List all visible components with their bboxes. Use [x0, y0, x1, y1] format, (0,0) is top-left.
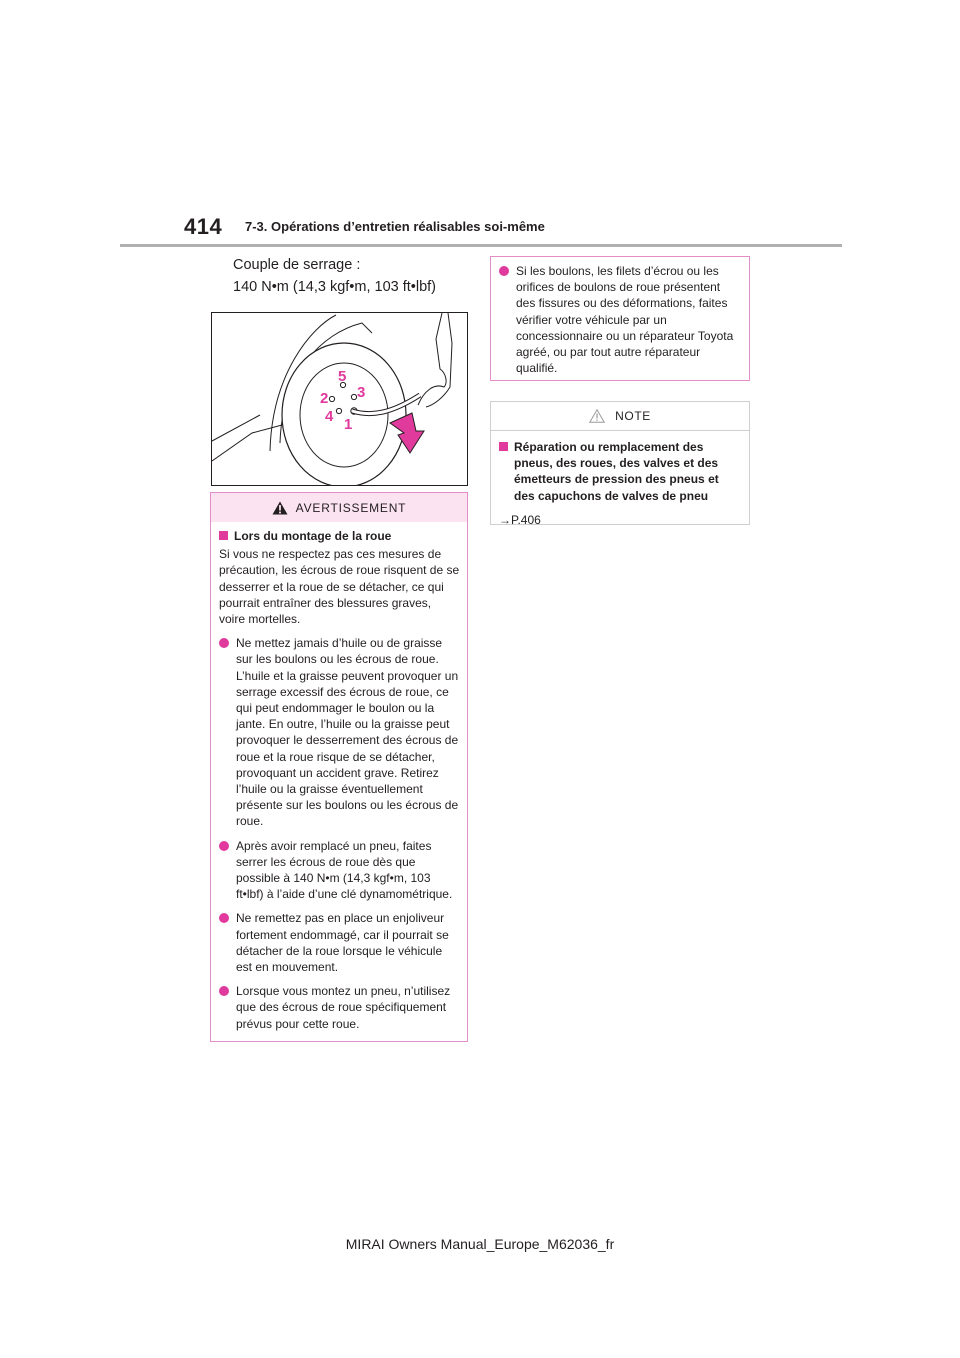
section-title: 7-3. Opérations d’entretien réalisables soi-même [245, 219, 545, 234]
footer-text: MIRAI Owners Manual_Europe_M62036_fr [345, 1236, 615, 1252]
warning-bullet [499, 263, 742, 376]
nut-number-5: 5 [338, 368, 347, 385]
note-page-reference[interactable]: →P.406 [499, 512, 541, 527]
note-title: NOTE [615, 409, 651, 423]
warning-bullet [219, 635, 460, 829]
warning-subhead: Lors du montage de la roue [234, 529, 392, 543]
round-bullet-icon [219, 638, 229, 648]
warning-triangle-icon [272, 501, 288, 515]
warning-continuation-box [490, 256, 750, 381]
warning-bullet-text: Ne mettez jamais d’huile ou de graisse sur les boulons ou les écrous de roue. L’huile et la graisse peuvent provoquer un serrage excessif des écrous de roue, ce qui peut endommager le boulon ou la jante. En outre, l’huile ou la graisse peut provoquer le desserrement des écrous de roue et la roue risque de se détacher, provoquant un accident grave. Retirez l’huile ou la graisse éventuellement présente sur les boulons ou les écrous de roue. [236, 636, 459, 829]
warning-bullet-text: Après avoir remplacé un pneu, faites serrer les écrous de roue dès que possible à 140 N•m (14,3 kgf•m, 103 ft•lbf) à l’aide d’une clé dynamométrique. [236, 838, 453, 902]
wheel-illustration-svg [212, 313, 467, 485]
torque-label: Couple de serrage : [233, 257, 361, 273]
nut-number-3: 3 [357, 384, 366, 401]
note-box [490, 401, 750, 525]
header-divider [120, 244, 842, 247]
warning-intro: Si vous ne respectez pas ces mesures de précaution, les écrous de roue risquent de se desserrer et la roue de se détacher, ce qui pourrait entraîner des blessures graves, voire mortelles. [219, 547, 460, 627]
square-bullet-icon [499, 442, 508, 451]
nut-number-1: 1 [344, 416, 353, 433]
warning-bullet-text: Si les boulons, les filets d’écrou ou les orifices de boulons de roue présentent des fissures ou des déformations, faites vérifier votre véhicule par un concessionnaire ou un réparateur Toyota agréé, ou par tout autre réparateur qualifié. [516, 264, 734, 376]
warning-subhead-row [219, 528, 460, 544]
square-bullet-icon [219, 531, 228, 540]
nut-number-2: 2 [320, 390, 329, 407]
warning-header [211, 493, 467, 522]
warning-bullet-text: Lorsque vous montez un pneu, n’utilisez que des écrous de roue spécifiquement prévus pour cette roue. [236, 984, 451, 1031]
note-header [491, 402, 749, 431]
round-bullet-icon [219, 841, 229, 851]
caution-triangle-icon [589, 409, 605, 423]
warning-bullet-text: Ne remettez pas en place un enjoliveur fortement endommagé, car il pourrait se détacher de la roue lorsque le véhicule est en mouvement. [236, 911, 449, 975]
warning-bullet [219, 838, 460, 903]
round-bullet-icon [499, 266, 509, 276]
round-bullet-icon [219, 913, 229, 923]
warning-title: AVERTISSEMENT [295, 500, 407, 515]
nut-number-4: 4 [325, 408, 334, 425]
warning-bullet [219, 910, 460, 975]
warning-box [210, 492, 468, 1042]
warning-bullet [219, 983, 460, 1032]
note-subhead: Réparation ou remplacement des pneus, des roues, des valves et des émetteurs de pression des pneus et des capuchons de valves de pneu [514, 440, 719, 503]
wheel-nut-tightening-illustration [211, 312, 468, 486]
note-subhead-row [499, 439, 742, 504]
torque-value: 140 N•m (14,3 kgf•m, 103 ft•lbf) [233, 279, 437, 295]
page-number: 414 [184, 214, 223, 239]
round-bullet-icon [219, 986, 229, 996]
